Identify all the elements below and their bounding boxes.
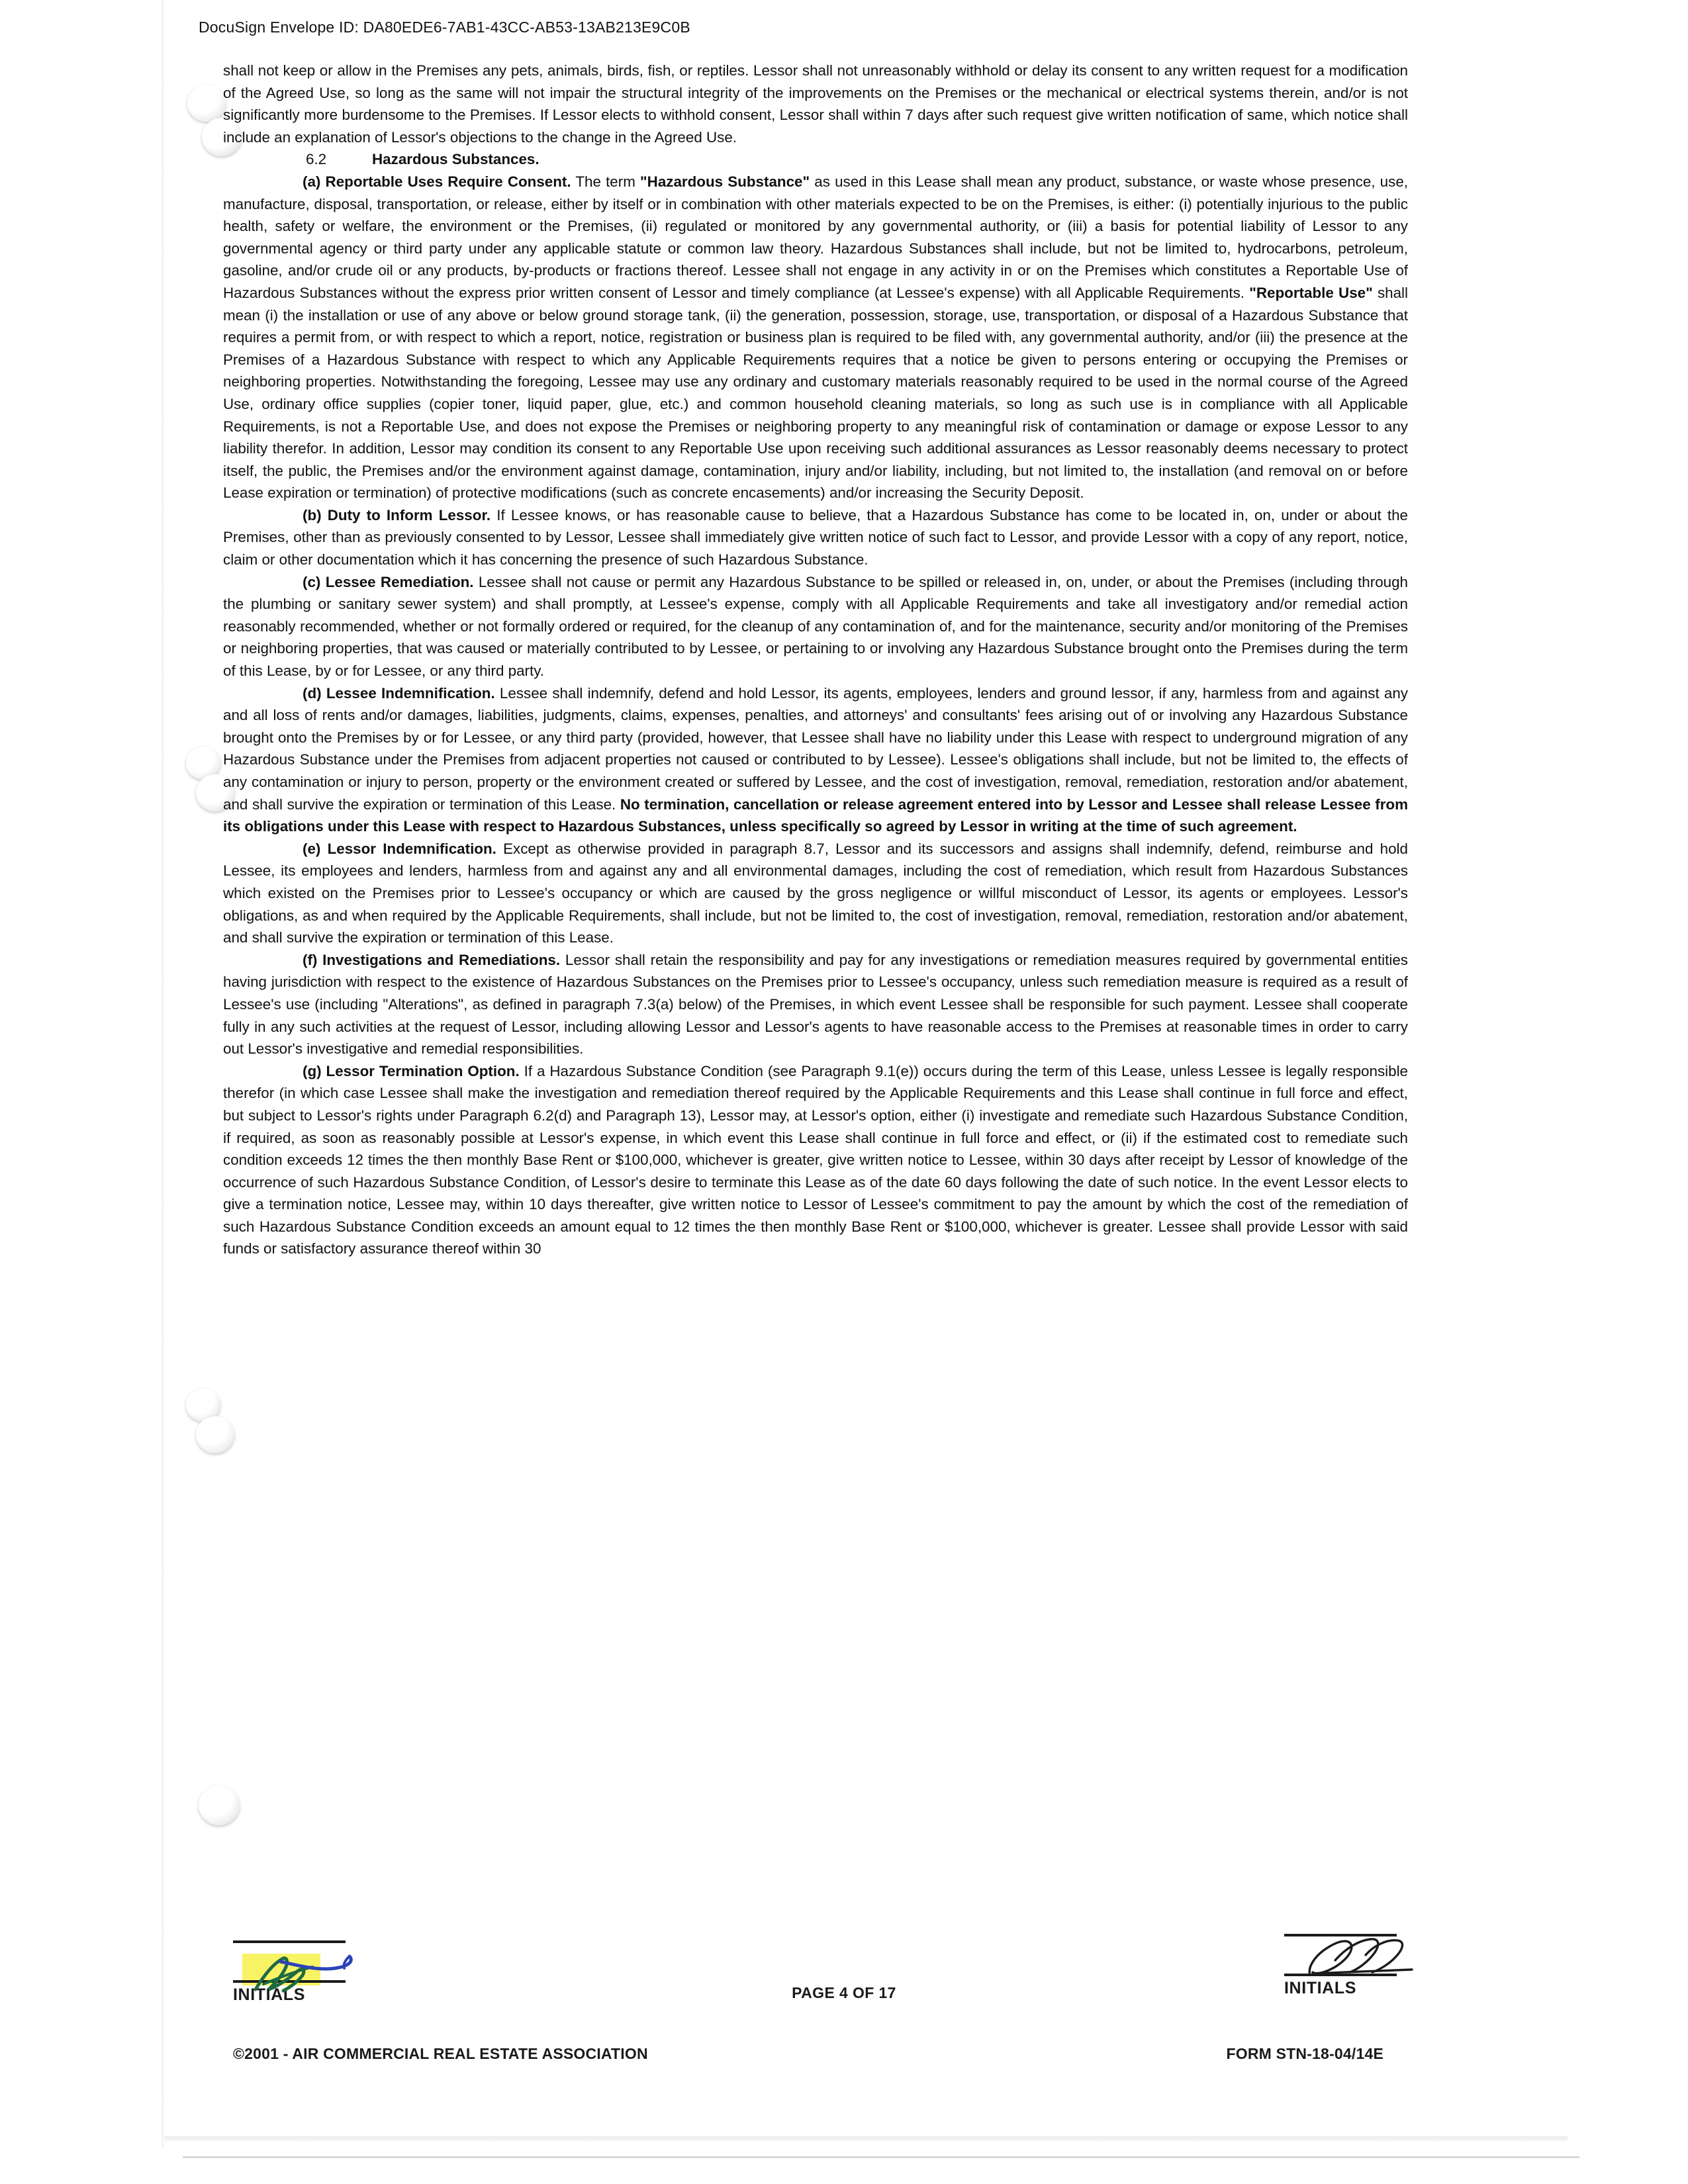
- initials-rule-top: [233, 1940, 346, 1943]
- subsection-f: [223, 949, 1408, 1060]
- subsection-d-bold-tail: No termination, cancellation or release agreement entered into by Lessor and Lessee shall release Lessee from its obligations under this Lease with respect to Hazardous Substances, unless specifically so agreed by Lessor in writing at the time of such agreement.: [223, 796, 1408, 835]
- paragraph-continued: shall not keep or allow in the Premises any pets, animals, birds, fish, or reptiles. Lessor shall not unreasonably withhold or delay its consent to any written request for a modification of the Agreed Use, so long as the same will not impair the structural integrity of the improvements on the Premises or the mechanical or electrical systems therein, and/or is not significantly more burdensome to the Premises. If Lessor elects to withhold consent, Lessor shall within 7 days after such request give written notification of same, which notice shall include an explanation of Lessor's objections to the change in the Agreed Use.: [223, 62, 1408, 146]
- initials-label-left: INITIALS: [233, 1985, 305, 2004]
- section-number: 6.2: [306, 151, 327, 168]
- binder-hole-artifact: [196, 1416, 234, 1453]
- page-margin-bottom: [0, 2148, 1688, 2184]
- copyright-notice: ©2001 - AIR COMMERCIAL REAL ESTATE ASSOCIATION: [233, 2045, 648, 2062]
- subsection-b-heading: Duty to Inform Lessor.: [327, 506, 491, 523]
- subsection-d: [223, 682, 1408, 838]
- subsection-e: [223, 838, 1408, 949]
- subsection-g-heading: Lessor Termination Option.: [326, 1062, 520, 1079]
- subsection-e-text-1: Except as otherwise provided in paragraph 8.7, Lessor and its successors and assigns shall indemnify, defend, reimburse and hold Lessee, its employees and lenders, harmless from and against any and all environmental damages, including the cost of remediation, which result from Hazardous Substances which existed on the Premises prior to Lessee's occupancy or which are caused by the gross negligence or willful misconduct of Lessor, its agents or employees. Lessor's obligations, as and when required by the Applicable Requirements, shall include, but not be limited to, the cost of investigation, removal, remediation, restoration and/or abatement, and shall survive the expiration or termination of this Lease.: [223, 840, 1408, 946]
- subsection-a-marker: (a): [303, 173, 321, 190]
- lease-body-text: [223, 60, 1408, 1260]
- section-heading-6-2: [223, 148, 1408, 171]
- form-code-label: FORM STN-18-04/14E: [1226, 2045, 1383, 2062]
- page-number-label: PAGE 4 OF 17: [792, 1984, 896, 2001]
- subsection-d-marker: (d): [303, 684, 322, 702]
- subsection-g-marker: (g): [303, 1062, 322, 1079]
- subsection-f-heading: Investigations and Remediations.: [322, 951, 561, 968]
- subsection-d-text-1: Lessee shall indemnify, defend and hold Lessor, its agents, employees, lenders and ground lessor, if any, harmless from and against any and all loss of rents and/or damages, liabilities, judgments, claims, expenses, penalties, and attorneys' and consultants' fees arising out of or involving any Hazardous Substance brought onto the Premises by or for Lessee, or any third party (provided, however, that Lessee shall have no liability under this Lease with respect to underground migration of any Hazardous Substance under the Premises from adjacent properties not caused or contributed to by Lessee). Lessee's obligations shall include, but not be limited to, the effects of any contamination or injury to person, property or the environment created or suffered by Lessee, and the cost of investigation, removal, remediation, restoration and/or abatement, and shall survive the expiration or termination of this Lease.: [223, 684, 1408, 813]
- subsection-c: [223, 571, 1408, 682]
- initials-rule-bottom: [233, 1980, 346, 1983]
- subsection-a-text-1: The term: [571, 173, 641, 190]
- initials-label-right: INITIALS: [1284, 1979, 1356, 1997]
- subsection-c-marker: (c): [303, 573, 321, 590]
- subsection-d-heading: Lessee Indemnification.: [326, 684, 495, 702]
- subsection-b-text-1: If Lessee knows, or has reasonable cause to believe, that a Hazardous Substance has come to be located in, on, under or about the Premises, other than as previously consented to by Lessor, Lessee shall immediately give written notice of such fact to Lessor, and provide Lessor with a copy of any report, notice, claim or other documentation which it has concerning the presence of such Hazardous Substance.: [223, 506, 1408, 569]
- page-bottom-rule: [183, 2156, 1579, 2158]
- subsection-a-text-3: shall mean (i) the installation or use of any above or below ground storage tank, (ii) the generation, possession, storage, use, transportation, or disposal of a Hazardous Substance that requires a permit from, or with respect to which a report, notice, registration or business plan is required to be filed with, any governmental authority, and/or (iii) the presence at the Premises of a Hazardous Substance with respect to which any Applicable Requirements requires that a notice be given to persons entering or occupying the Premises or neighboring properties. Notwithstanding the foregoing, Lessee may use any ordinary and customary materials reasonably required to be used in the normal course of the Agreed Use, ordinary office supplies (copier toner, liquid paper, glue, etc.) and common household cleaning materials, so long as such use is in compliance with all Applicable Requirements, is not a Reportable Use, and does not expose the Premises or neighboring property to any meaningful risk of contamination or damage or expose Lessor to any liability therefor. In addition, Lessor may condition its consent to any Reportable Use upon receiving such additional assurances as Lessor reasonably deems necessary to protect itself, the public, the Premises and/or the environment against damage, contamination, injury and/or liability, including, but not limited to, the installation (and removal on or before Lease expiration or termination) of protective modifications (such as concrete encasements) and/or increasing the Security Deposit.: [223, 284, 1408, 502]
- subsection-a-bold-term-1: "Hazardous Substance": [640, 173, 810, 190]
- initials-rule-bottom: [1284, 1974, 1397, 1976]
- subsection-a-bold-term-2: "Reportable Use": [1249, 284, 1373, 301]
- docusign-envelope-id: DocuSign Envelope ID: DA80EDE6-7AB1-43CC-AB53-13AB213E9C0B: [199, 19, 690, 36]
- initials-block-right[interactable]: [1284, 1934, 1463, 1998]
- initials-block-left[interactable]: [233, 1940, 412, 2005]
- subsection-c-text-1: Lessee shall not cause or permit any Hazardous Substance to be spilled or released in, on, under, or about the Premises (including through the plumbing or sanitary sewer system) and shall promptly, at Lessee's expense, comply with all Applicable Requirements and take all investigatory and/or remedial action reasonably recommended, whether or not formally ordered or required, for the cleanup of any contamination of, and for the maintenance, security and/or monitoring of the Premises or neighboring properties, that was caused or materially contributed to by Lessee, or pertaining to or involving any Hazardous Substance brought onto the Premises during the term of this Lease, by or for Lessee, or any third party.: [223, 573, 1409, 680]
- subsection-e-marker: (e): [303, 840, 321, 857]
- subsection-g-text-1: If a Hazardous Substance Condition (see Paragraph 9.1(e)) occurs during the term of this Lease, unless Lessee is legally responsible therefor (in which case Lessee shall make the investigation and remediation thereof required by the Applicable Requirements and this Lease shall continue in full force and effect, but subject to Lessor's rights under Paragraph 6.2(d) and Paragraph 13), Lessor may, at Lessor's option, either (i) investigate and remediate such Hazardous Substance Condition, if required, as soon as reasonably possible at Lessor's expense, in which event this Lease shall continue in full force and effect, or (ii) if the estimated cost to remediate such condition exceeds 12 times the then monthly Base Rent or $100,000, whichever is greater, give written notice to Lessee, within 30 days after receipt by Lessor of knowledge of the occurrence of such Hazardous Substance Condition, of Lessor's desire to terminate this Lease as of the date 60 days following the date of such notice. In the event Lessor elects to give a termination notice, Lessee may, within 10 days thereafter, give written notice to Lessor of Lessee's commitment to pay the amount by which the cost of the remediation of such Hazardous Substance Condition exceeds an amount equal to 12 times the then monthly Base Rent or $100,000, whichever is greater. Lessee shall provide Lessor with said funds or satisfactory assurance thereof within 30: [223, 1062, 1408, 1257]
- subsection-c-heading: Lessee Remediation.: [325, 573, 474, 590]
- subsection-f-text-1: Lessor shall retain the responsibility and pay for any investigations or remediation measures required by governmental entities having jurisdiction with respect to the existence of Hazardous Substances on the Premises prior to Lessee's occupancy, unless such remediation measure is required as a result of Lessee's use (including "Alterations", as defined in paragraph 7.3(a) below) of the Premises, in which event Lessee shall be responsible for such payment. Lessee shall cooperate fully in any such activities at the request of Lessor, including allowing Lessor and Lessor's agents to have reasonable access to the Premises at reasonable times in order to carry out Lessor's investigative and remedial responsibilities.: [223, 951, 1408, 1058]
- scan-edge-bottom: [164, 2136, 1568, 2143]
- binder-hole-artifact: [199, 1786, 240, 1825]
- subsection-f-marker: (f): [303, 951, 318, 968]
- subsection-e-heading: Lessor Indemnification.: [327, 840, 496, 857]
- subsection-g: [223, 1060, 1408, 1260]
- subsection-a-text-2: as used in this Lease shall mean any product, substance, or waste whose presence, use, manufacture, disposal, transportation, or release, either by itself or in combination with other materials expected to be on the Premises, is either: (i) potentially injurious to the public health, safety or welfare, the environment or the Premises, (ii) regulated or monitored by any governmental authority, or (iii) a basis for potential liability of Lessor to any governmental agency or third party under any applicable statute or common law theory. Hazardous Substances shall include, but not be limited to, hydrocarbons, petroleum, gasoline, and/or crude oil or any products, by-products or fractions thereof. Lessee shall not engage in any activity in or on the Premises which constitutes a Reportable Use of Hazardous Substances without the express prior written consent of Lessor and timely compliance (at Lessee's expense) with all Applicable Requirements.: [223, 173, 1408, 301]
- subsection-a: [223, 171, 1408, 504]
- section-title: Hazardous Substances.: [372, 151, 539, 168]
- subsection-b-marker: (b): [303, 506, 322, 523]
- initials-rule-top: [1284, 1934, 1397, 1936]
- subsection-a-heading: Reportable Uses Require Consent.: [325, 173, 571, 190]
- subsection-b: [223, 504, 1408, 571]
- binder-hole-artifact: [187, 85, 226, 122]
